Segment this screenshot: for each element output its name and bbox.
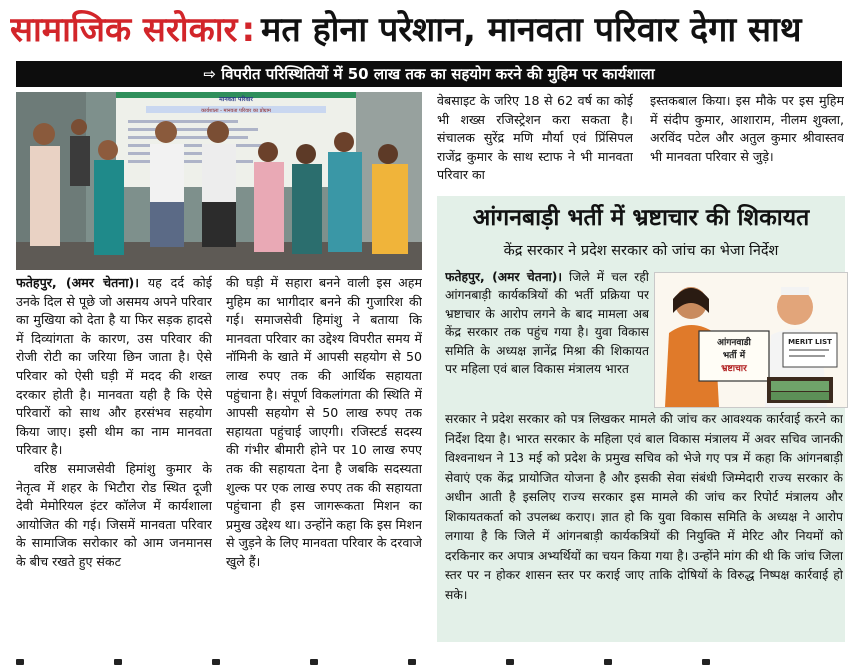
board-line-2: भर्ती में (722, 351, 746, 361)
article2-full-body: सरकार ने प्रदेश सरकार को पत्र लिखकर मामले की जांच कर आवश्यक कार्रवाई करने का निर्देश दिया है। भारत सरकार के महिला एवं बाल विकास मंत्रालय में अवर सचिव जानकी विश्वनाथन ने 13 मई को प्रदेश के प्रमुख सचिव को भेजे गए पत्र में कहा कि आंगनबाड़ी सेवाएं एक केंद्र प्रायोजित योजना है और इसकी सेवा संबंधी जिम्मेदारी राज्य सरकार के अधीन आती है इसलिए राज्य सरकार इस मामले की जांच कर रिपोर्ट मंत्रालय और शिकायतकर्ता को उपलब्ध कराए। ज्ञात हो कि युवा विकास समिति के अध्यक्ष ने आरोप लगाया है कि जिले में आंगनबाड़ी कार्यकत्रियों की नियुक्ति में मेरिट और नियमों को दरकिनार कर अपात्र अभ्यर्थियों का चयन किया गया है। उन्होंने मांग की थी कि जांच जिला स्तर पर न होकर शासन स्तर पर कराई जाए ताकि दोषियों के विरुद्ध निष्पक्ष कार्रवाई हो सके। (445, 412, 843, 602)
headline-main-text: मत होना परेशान, मानवता परिवार देगा साथ (261, 10, 802, 50)
banner-line-2: कार्यशाला - मानवता परिवार का प्रोग्राम (201, 108, 271, 114)
subheadline-text: विपरीत परिस्थितियों में 50 लाख तक का सहयोग करने की मुहिम पर कार्यशाला (221, 65, 655, 83)
article1-column-2 (226, 274, 422, 642)
article1-col4-text: इस्तकबाल किया। इस मौके पर इस मुहिम में संदीप कुमार, आशाराम, नीलम शुक्ला, अरविंद पटेल और अतुल कुमार श्रीवास्तव भी मानवता परिवार से जुड़े। (650, 93, 844, 164)
next-article-edge (16, 650, 842, 657)
subheadline-bar (16, 61, 842, 87)
board-line-1: आंगनवाडी (717, 338, 751, 348)
article2-side-body: जिले में चल रही आंगनबाड़ी कार्यकत्रियों की भर्ती प्रक्रिया पर भ्रष्टाचार के आरोप लगने के बाद मामला अब केंद्र सरकार तक पहुंच गया है। युवा विकास समिति के अध्यक्ष ज्ञानेंद्र मिश्रा की शिकायत पर महिला एवं बाल विकास मंत्रालय भारत (445, 270, 649, 377)
banner-line-1: मानवता परिवार (219, 96, 253, 103)
merit-list-sign: MERIT LIST (788, 338, 832, 346)
headline-colon: : (241, 10, 256, 50)
headline-section-label: सामाजिक सरोकार (10, 10, 238, 50)
article1-column-4 (650, 92, 844, 192)
arrow-icon: ⇨ (203, 65, 216, 83)
article1-col3-text: वेबसाइट के जरिए 18 से 62 वर्ष का कोई भी शख्स रजिस्ट्रेशन करा सकता है। संचालक सुरेंद्र मणि मौर्या एवं प्रिंसिपल राजेंद्र कुमार के साथ स्टाफ ने भी मानवता परिवार का (437, 93, 633, 183)
article1-column-3 (437, 92, 633, 192)
article1-column-1 (16, 274, 212, 642)
page-headline (10, 6, 850, 54)
group-photo-image (16, 92, 422, 270)
article1-dateline: फतेहपुर, (अमर चेतना)। (16, 275, 140, 290)
article1-col1-paragraph-1: यह दर्द कोई उनके दिल से पूछे जो असमय अपने परिवार का मुखिया को देता है या फिर सड़क हादसे में दिव्यांगता के कारण, उस परिवार की रोजी रोटी का जरिया छिन जाता है। ऐसे परिवार को ऐसी घड़ी में मदद की शख्त दरकार होती है। मानवता यही है कि ऐसे परिवारों को साथ और हरसंभव सहयोग किया जाए। इसी थीम का नाम मानवता परिवार है। (16, 275, 212, 458)
article2-dateline: फतेहपुर, (अमर चेतना)। (445, 270, 562, 284)
article2-full-text (445, 410, 843, 642)
article2-side-text (445, 268, 649, 406)
article1-col2-text: की घड़ी में सहारा बनने वाली इस अहम मुहिम का भागीदार बनने की गुजारिश की गई। समाजसेवी हिमांशु ने बताया कि मानवता परिवार का उद्देश्य विपरीत समय में नॉमिनी के खाते में आपसी सहयोग से 50 लाख रुपए तक की आर्थिक सहायता पहुंचाना है। संपूर्ण विकलांगता की स्थिति में आपसी सहयोग से 50 लाख रुपए तक सहायता पहुंचाई जाएगी। रजिस्टर्ड सदस्य की गंभीर बीमारी होने पर 10 लाख रुपए तक की सहायता देना है जबकि सदस्यता शुल्क पर एक लाख रुपए तक की सहायता पहुंचाना ही इस जागरूकता मिशन का प्रमुख उद्देश्य था। उन्होंने कहा कि इस मिशन से जुड़ने के लिए मानवता परिवार के दरवाजे खुले हैं। (226, 275, 422, 569)
article2-title: आंगनबाड़ी भर्ती में भ्रष्टाचार की शिकायत (472, 205, 810, 231)
group-photo (16, 92, 422, 270)
cartoon-image (655, 273, 847, 407)
board-line-3: भ्रष्टाचार (721, 364, 747, 374)
article1-col1-paragraph-2: वरिष्ठ समाजसेवी हिमांशु कुमार के नेतृत्व में शहर के भिटौरा रोड स्थित दूजी देवी मेमोरियल इंटर कॉलेज में कार्यशाला आयोजित की गई। जिसमें मानवता परिवार के सामाजिक सरोकार को आम जनमानस के बीच रखते हुए संकट (16, 460, 212, 569)
article2-subtitle: केंद्र सरकार ने प्रदेश सरकार को जांच का भेजा निर्देश (503, 243, 779, 259)
cartoon-illustration (654, 272, 848, 408)
